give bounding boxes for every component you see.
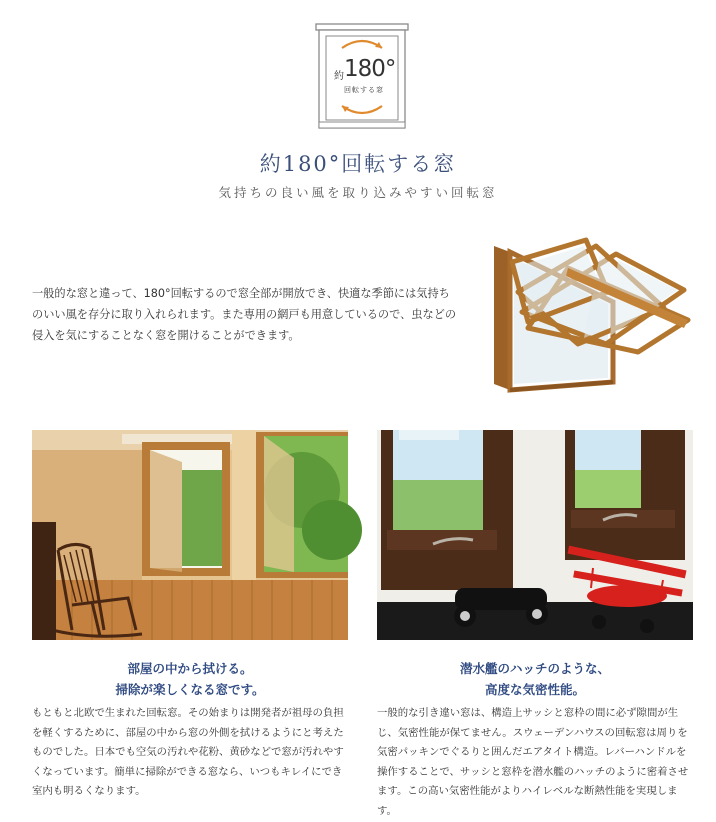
- page-subtitle: 気持ちの良い風を取り込みやすい回転窓: [218, 185, 498, 200]
- badge-prefix: 約: [334, 71, 344, 82]
- page-title: 約180°回転する窓: [259, 152, 457, 176]
- room-window-photo: [32, 430, 348, 640]
- feature-title-line: 掃除が楽しくなる窓です。: [115, 682, 265, 697]
- feature-body-cleaning: もともと北欧で生まれた回転窓。その始まりは開発者が祖母の負担を軽くするために、部屋の中から窓の外側を拭けるようにと考えたものでした。日本でも空気の汚れや花粉、黄砂などで窓が汚れやすくなっています。簡単に掃除ができる窓なら、いつもキレイにでき室内も明るくなります。: [32, 707, 344, 798]
- badge-caption: 回転する窓: [344, 86, 384, 94]
- window-airplane-photo: [377, 430, 693, 640]
- intro-text: 一般的な窓と違って、180°回転するので窓全部が開放でき、快適な季節には気持ちのいい風を存分に取り入れられます。また専用の網戸も用意しているので、虫などの侵入を気にすることなく窓を開けることができます。: [32, 287, 457, 342]
- rotating-window-illustration: [488, 232, 696, 392]
- feature-title-line: 部屋の中から拭ける。: [127, 661, 253, 676]
- rotating-window-icon: [312, 18, 412, 134]
- feature-title-line: 潜水艦のハッチのような、: [459, 661, 610, 676]
- badge-number: 180°: [344, 56, 396, 82]
- feature-title-line: 高度な気密性能。: [484, 682, 585, 697]
- feature-title-cleaning: [32, 658, 348, 700]
- feature-body-airtight: 一般的な引き違い窓は、構造上サッシと窓枠の間に必ず隙間が生じ、気密性能が保てません。スウェーデンハウスの回転窓は周りを気密パッキンでぐるりと囲んだエアタイト構造。レバーハンドルを操作することで、サッシと窓枠を潜水艦のハッチのように密着させます。この高い気密性能がよりハイレベルな断熱性能を実現します。: [377, 707, 689, 817]
- feature-title-airtight: [377, 658, 693, 700]
